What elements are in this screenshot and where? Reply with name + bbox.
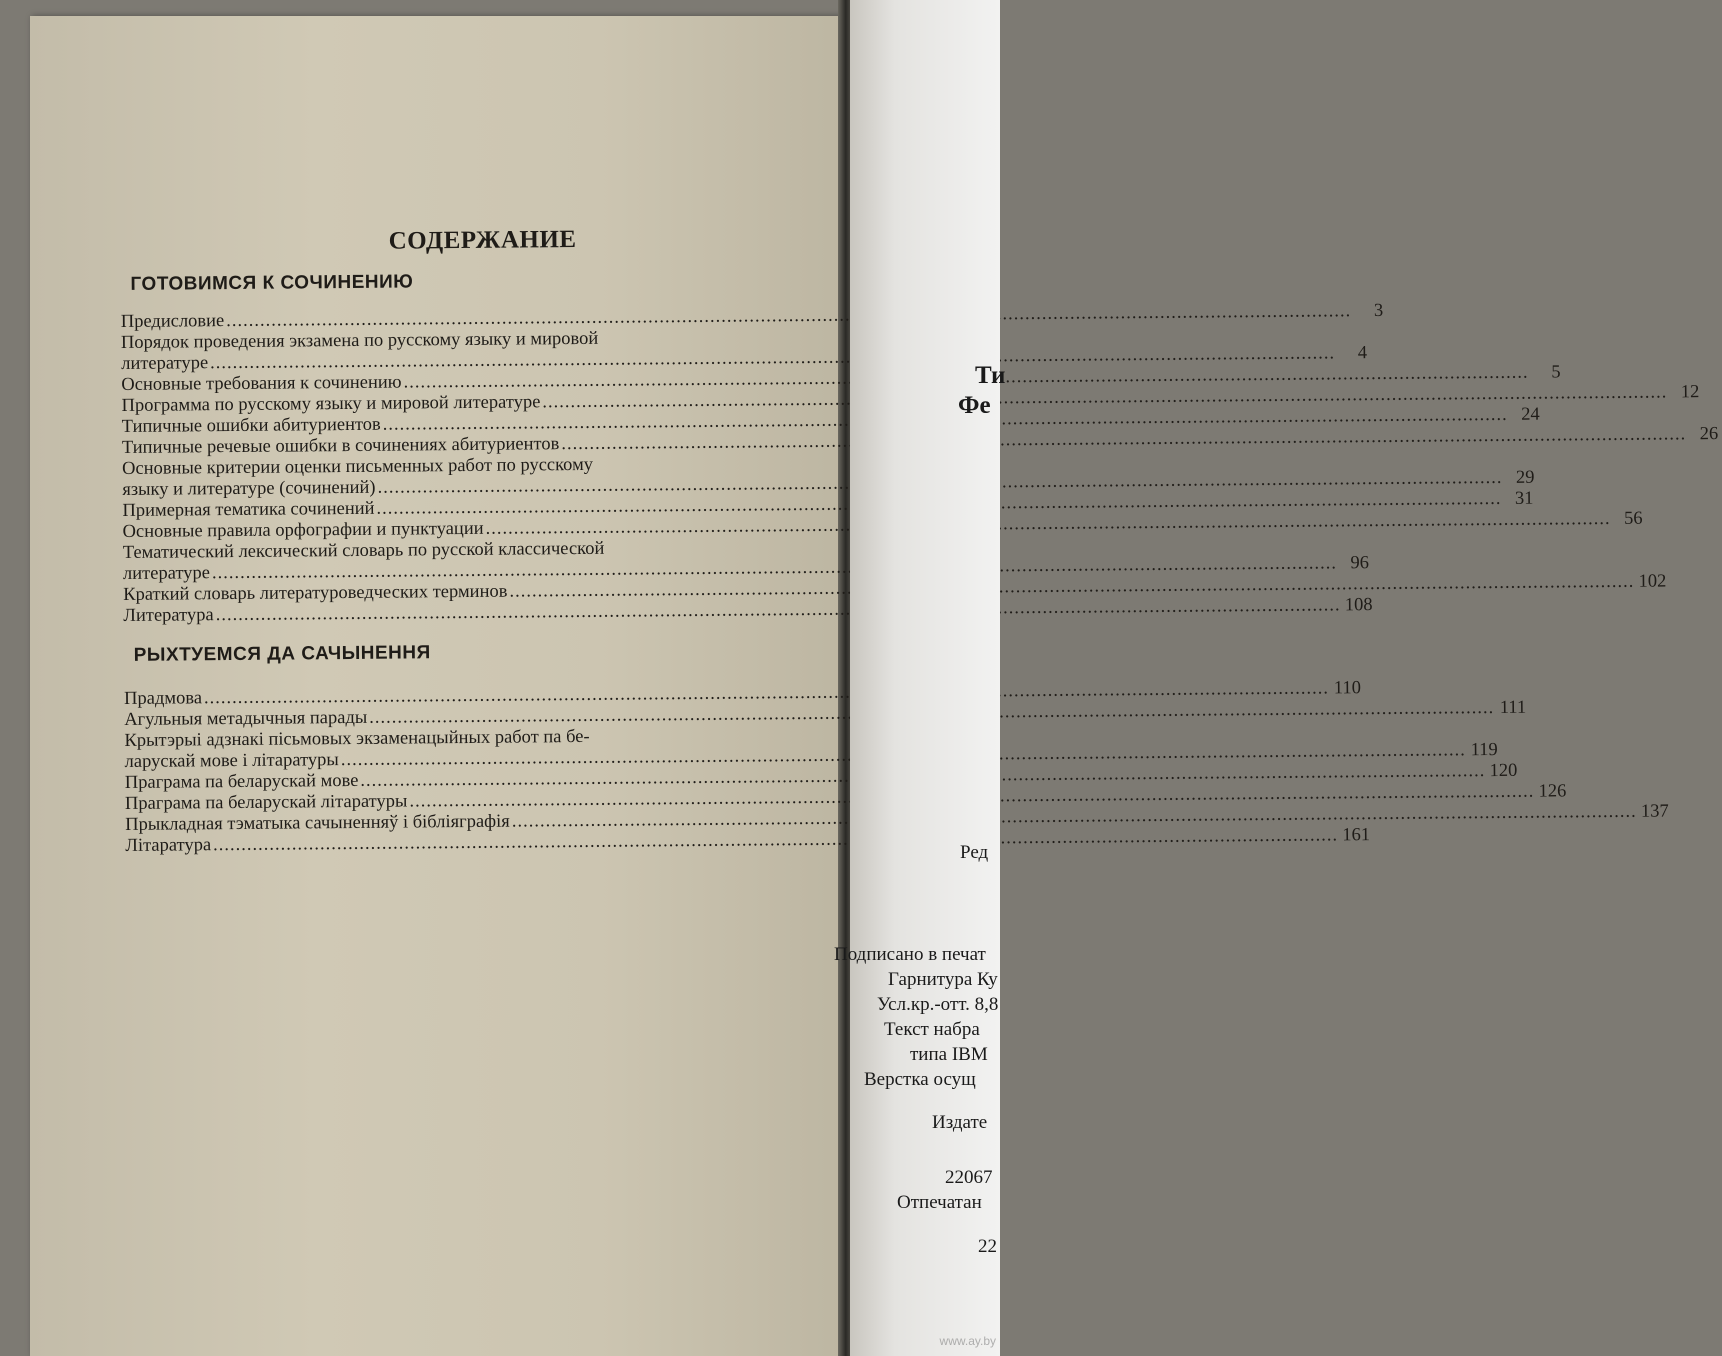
toc-page-number: 120 (1489, 760, 1518, 782)
toc-page-number: 56 (1623, 508, 1643, 529)
toc-page-number: 110 (1333, 678, 1362, 699)
toc-entry-label: литературе (121, 353, 209, 374)
toc-entry-first-line: Крытэрыі адзнакі пісьмовых экзаменацыйных работ па бе- (124, 726, 590, 751)
toc-entry (124, 725, 1498, 773)
toc-page-number: 24 (1521, 404, 1540, 425)
right-page (834, 0, 1006, 1356)
toc-entry (120, 327, 1368, 375)
right-title-line-2: Фе (958, 392, 991, 419)
toc-entry-label: Типичные речевые ошибки в сочинениях абитуриентов (121, 434, 560, 458)
toc-entry-label: Литература (123, 605, 214, 626)
toc-entry-label: Предисловие (120, 311, 225, 332)
toc-page-number: 126 (1538, 781, 1567, 802)
toc-page-number: 108 (1344, 595, 1373, 616)
section-heading-russian: ГОТОВИМСЯ К СОЧИНЕНИЮ (130, 271, 414, 295)
right-editor-text: Ред (960, 842, 989, 863)
imprint-line: типа IBM (910, 1044, 988, 1065)
toc-page-number: 119 (1470, 739, 1498, 761)
toc-page-number: 31 (1514, 488, 1534, 509)
toc-entry-label: Основные правила орфографии и пунктуации (122, 518, 484, 542)
toc-page-number: 96 (1350, 553, 1370, 574)
watermark: www.ay.by (939, 1334, 996, 1348)
toc-title: СОДЕРЖАНИЕ (388, 226, 577, 255)
toc-entry-label: Агульныя метадычныя парады (124, 707, 368, 730)
toc-entry-first-line: Основные критерии оценки письменных работ по русскому (121, 454, 594, 479)
imprint-line: Издате (932, 1112, 988, 1133)
toc-entry-label: Примерная тематика сочинений (122, 498, 375, 521)
toc-entry-first-line: Порядок проведения экзамена по русскому языку и мировой (120, 328, 599, 353)
toc-entry-first-line: Тематический лексический словарь по русской классической (122, 538, 605, 563)
toc-page-number: 12 (1680, 382, 1700, 403)
toc-page-number: 4 (1357, 343, 1368, 364)
toc-entry-label: Основные требования к сочинению (121, 372, 402, 395)
toc-entry-label: Літаратура (125, 835, 212, 856)
toc-entry-label: Прыкладная тэматыка сачыненняў і бібліяграфія (125, 811, 510, 835)
right-title-line-1: Ти (975, 362, 1006, 389)
toc-page-number: 3 (1373, 300, 1384, 322)
toc-entry-label: Праграма па беларускай мове (124, 770, 359, 793)
toc-entry-label: языку и литературе (сочинений) (122, 477, 376, 500)
toc-entry-label: ларускай мове і літаратуры (124, 750, 339, 772)
toc-entry-label: Программа по русскому языку и мировой литературе (121, 392, 541, 416)
imprint-line: Подписано в печат (834, 944, 986, 965)
imprint-line: Верстка осущ (864, 1069, 976, 1090)
toc-entry-label: Краткий словарь литературоведческих терминов (123, 581, 508, 605)
imprint-line: 22067 (945, 1167, 993, 1188)
imprint-line: Гарнитура Ку (888, 969, 998, 990)
toc-page-number: 137 (1640, 801, 1669, 822)
toc-entry-label: литературе (122, 563, 211, 584)
imprint-line: Текст набра (884, 1019, 980, 1040)
toc-page-number: 29 (1515, 467, 1535, 488)
toc-entry-label: Прадмова (124, 688, 203, 709)
imprint-line: Отпечатан (897, 1192, 982, 1213)
toc-page-number: 26 (1699, 424, 1719, 445)
imprint-line: Усл.кр.-отт. 8,8 (877, 994, 999, 1015)
toc-entry-label: Праграма па беларускай літаратуры (124, 791, 408, 814)
toc-page-number: 111 (1499, 697, 1527, 718)
toc-entry-label: Типичные ошибки абитуриентов (121, 414, 381, 437)
toc-page-number: 161 (1342, 825, 1371, 846)
toc-page-number: 102 (1638, 571, 1667, 592)
imprint-line: 22 (978, 1236, 997, 1257)
toc-page-number: 5 (1551, 362, 1561, 383)
toc-entry (122, 537, 1370, 585)
section-heading-belarusian: РЫХТУЕМСЯ ДА САЧЫНЕННЯ (133, 642, 431, 666)
